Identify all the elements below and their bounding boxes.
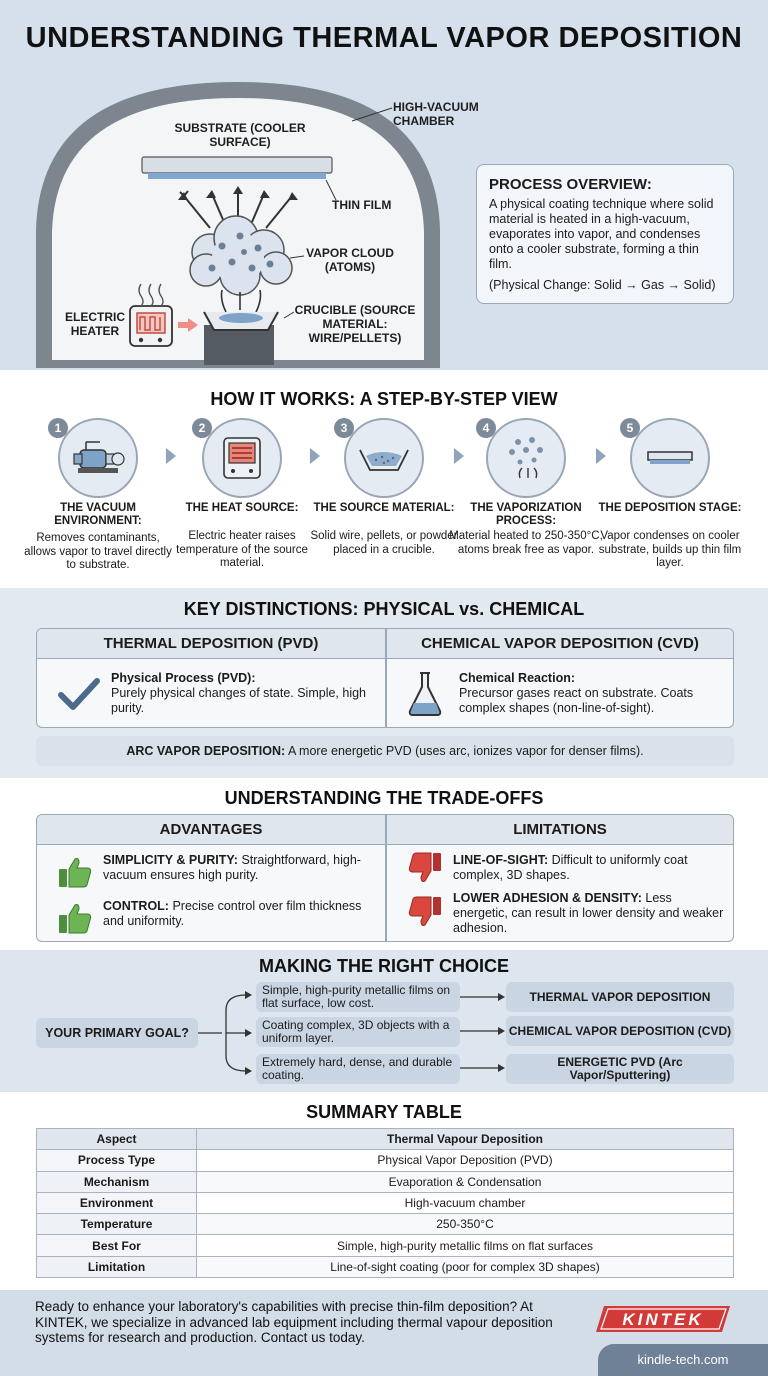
advantages-header: ADVANTAGES xyxy=(37,815,385,845)
cvd-header: CHEMICAL VAPOR DEPOSITION (CVD) xyxy=(385,629,734,659)
cvd-bold: Chemical Reaction: xyxy=(459,671,576,685)
vapor-icon xyxy=(488,420,564,496)
lim1-bold: LINE-OF-SIGHT: xyxy=(453,853,549,867)
page-title: UNDERSTANDING THERMAL VAPOR DEPOSITION xyxy=(25,22,743,54)
step-5-desc: Vapor condenses on cooler substrate, builds up thin film layer. xyxy=(598,530,742,569)
crucible-label: CRUCIBLE (SOURCE MATERIAL: WIRE/PELLETS) xyxy=(294,303,416,345)
step-5-circle xyxy=(630,418,710,498)
step-arrow-2 xyxy=(310,448,320,464)
row-aspect: Limitation xyxy=(37,1256,197,1277)
row-aspect: Best For xyxy=(37,1235,197,1256)
crucible-icon xyxy=(346,420,422,496)
limitations-header: LIMITATIONS xyxy=(385,815,734,845)
step-4-number: 4 xyxy=(476,418,496,438)
adv1-text: Straightforward, high-vacuum ensures high purity. xyxy=(103,853,361,882)
thumbs-up-icon xyxy=(57,855,93,889)
advantage-1 xyxy=(103,853,373,883)
thumbs-up-icon xyxy=(57,901,93,935)
summary-header-row xyxy=(37,1129,734,1150)
advantage-2 xyxy=(103,899,373,929)
choice-option-2: Coating complex, 3D objects with a uniform layer. xyxy=(256,1017,460,1047)
primary-goal-box: YOUR PRIMARY GOAL? xyxy=(36,1018,198,1048)
distinctions-title: KEY DISTINCTIONS: PHYSICAL vs. CHEMICAL xyxy=(183,599,585,619)
step-2-circle xyxy=(202,418,282,498)
arc-vapor-note xyxy=(36,736,734,766)
choice-result-1: THERMAL VAPOR DEPOSITION xyxy=(506,982,734,1012)
choice-option-3: Extremely hard, dense, and durable coating. xyxy=(256,1054,460,1084)
row-aspect: Process Type xyxy=(37,1150,197,1171)
row-value: Evaporation & Condensation xyxy=(197,1171,734,1192)
cloud-fill xyxy=(212,232,264,284)
table-row xyxy=(37,1214,734,1235)
cvd-cell xyxy=(459,671,729,716)
step-1-title: THE VACUUM ENVIRONMENT: xyxy=(54,502,142,527)
step-3-desc: Solid wire, pellets, or powder placed in a crucible. xyxy=(310,530,458,556)
column-divider xyxy=(385,629,387,728)
distinctions-table xyxy=(36,628,734,728)
choice-result-2: CHEMICAL VAPOR DEPOSITION (CVD) xyxy=(506,1016,734,1046)
thumbs-down-icon xyxy=(407,895,443,929)
table-row xyxy=(37,1171,734,1192)
website-link[interactable]: kindle-tech.com xyxy=(598,1344,768,1376)
adv2-bold: CONTROL: xyxy=(103,899,169,913)
checkmark-icon xyxy=(57,673,101,717)
row-value: Line-of-sight coating (poor for complex 3D shapes) xyxy=(197,1256,734,1277)
step-1-number: 1 xyxy=(48,418,68,438)
flask-icon xyxy=(405,669,445,719)
step-4-desc: Material heated to 250-350°C, atoms break free as vapor. xyxy=(449,530,603,556)
thumbs-down-icon xyxy=(407,851,443,885)
summary-header-value: Thermal Vapour Deposition xyxy=(197,1129,734,1150)
table-row xyxy=(37,1192,734,1213)
row-value: High-vacuum chamber xyxy=(197,1192,734,1213)
row-value: Simple, high-purity metallic films on flat surfaces xyxy=(197,1235,734,1256)
row-value: 250-350°C xyxy=(197,1214,734,1235)
arc-bold: ARC VAPOR DEPOSITION: xyxy=(126,744,286,758)
footer-text: Ready to enhance your laboratory's capabilities with precise thin-film deposition? At KINTEK, we specialize in advanced lab equipment including thermal vapour deposition systems for research and production. Contact us today. xyxy=(35,1299,553,1345)
pvd-cell xyxy=(111,671,371,716)
row-value: Physical Vapor Deposition (PVD) xyxy=(197,1150,734,1171)
adv1-bold: SIMPLICITY & PURITY: xyxy=(103,853,238,867)
step-3-circle xyxy=(344,418,424,498)
limitation-2 xyxy=(453,891,729,936)
lim1-text: Difficult to uniformly coat complex, 3D shapes. xyxy=(453,853,688,882)
substrate-label: SUBSTRATE (COOLER SURFACE) xyxy=(174,121,306,149)
pvd-header: THERMAL DEPOSITION (PVD) xyxy=(37,629,385,659)
step-arrow-3 xyxy=(454,448,464,464)
step-3-title: THE SOURCE MATERIAL: xyxy=(313,502,455,514)
step-2-desc: Electric heater raises temperature of the source material. xyxy=(176,530,308,569)
tradeoffs-divider xyxy=(385,815,387,942)
choice-title: MAKING THE RIGHT CHOICE xyxy=(259,956,509,976)
table-row xyxy=(37,1150,734,1171)
overview-heading: PROCESS OVERVIEW: xyxy=(489,176,652,193)
heater-label: ELECTRIC HEATER xyxy=(65,310,125,338)
summary-title: SUMMARY TABLE xyxy=(306,1102,462,1122)
arc-text: A more energetic PVD (uses arc, ionizes vapor for denser films). xyxy=(285,744,644,758)
brand-text: KINTEK xyxy=(622,1310,704,1329)
heater-icon xyxy=(204,420,280,496)
thin-film xyxy=(148,173,326,179)
step-3-number: 3 xyxy=(334,418,354,438)
step-1-desc: Removes contaminants, allows vapor to travel directly to substrate. xyxy=(24,532,172,571)
step-arrow-1 xyxy=(166,448,176,464)
vacuum-pump-icon xyxy=(60,420,136,496)
step-2-number: 2 xyxy=(192,418,212,438)
overview-note: (Physical Change: Solid → Gas → Solid) xyxy=(489,278,716,292)
table-row xyxy=(37,1235,734,1256)
row-aspect: Mechanism xyxy=(37,1171,197,1192)
choice-option-1: Simple, high-purity metallic films on flat surface, low cost. xyxy=(256,982,460,1012)
lim2-text: Less energetic, can result in lower density and weaker adhesion. xyxy=(453,891,724,935)
steps-title: HOW IT WORKS: A STEP-BY-STEP VIEW xyxy=(210,389,558,409)
step-1-circle xyxy=(58,418,138,498)
process-overview-box xyxy=(476,164,734,304)
pvd-text: Purely physical changes of state. Simple, high purity. xyxy=(111,686,366,715)
cvd-text: Precursor gases react on substrate. Coats complex shapes (non-line-of-sight). xyxy=(459,686,694,715)
lim2-bold: LOWER ADHESION & DENSITY: xyxy=(453,891,642,905)
table-row xyxy=(37,1256,734,1277)
tradeoffs-title: UNDERSTANDING THE TRADE-OFFS xyxy=(224,788,544,808)
step-4-circle xyxy=(486,418,566,498)
step-4-title: THE VAPORIZATION PROCESS: xyxy=(470,502,582,527)
row-aspect: Temperature xyxy=(37,1214,197,1235)
tradeoffs-table xyxy=(36,814,734,942)
step-5-number: 5 xyxy=(620,418,640,438)
vapor-cloud-label: VAPOR CLOUD (ATOMS) xyxy=(306,246,394,274)
substrate xyxy=(142,157,332,173)
limitation-1 xyxy=(453,853,729,883)
thin-film-label: THIN FILM xyxy=(332,198,392,212)
choice-result-3: ENERGETIC PVD (Arc Vapor/Sputtering) xyxy=(506,1054,734,1084)
kintek-logo[interactable] xyxy=(596,1306,730,1332)
step-5-title: THE DEPOSITION STAGE: xyxy=(598,502,742,514)
overview-text: A physical coating technique where solid material is heated in a high-vacuum, evaporates into vapor, and condenses onto a cooler substrate, forming a thin film. xyxy=(489,197,714,271)
step-arrow-4 xyxy=(596,448,606,464)
row-aspect: Environment xyxy=(37,1192,197,1213)
step-2-title: THE HEAT SOURCE: xyxy=(185,502,299,514)
summary-table xyxy=(36,1128,734,1278)
summary-header-aspect: Aspect xyxy=(37,1129,197,1150)
chamber-label: HIGH-VACUUM CHAMBER xyxy=(393,100,479,128)
adv2-text: Precise control over film thickness and uniformity. xyxy=(103,899,362,928)
pvd-bold: Physical Process (PVD): xyxy=(111,671,256,685)
substrate-icon xyxy=(632,420,708,496)
